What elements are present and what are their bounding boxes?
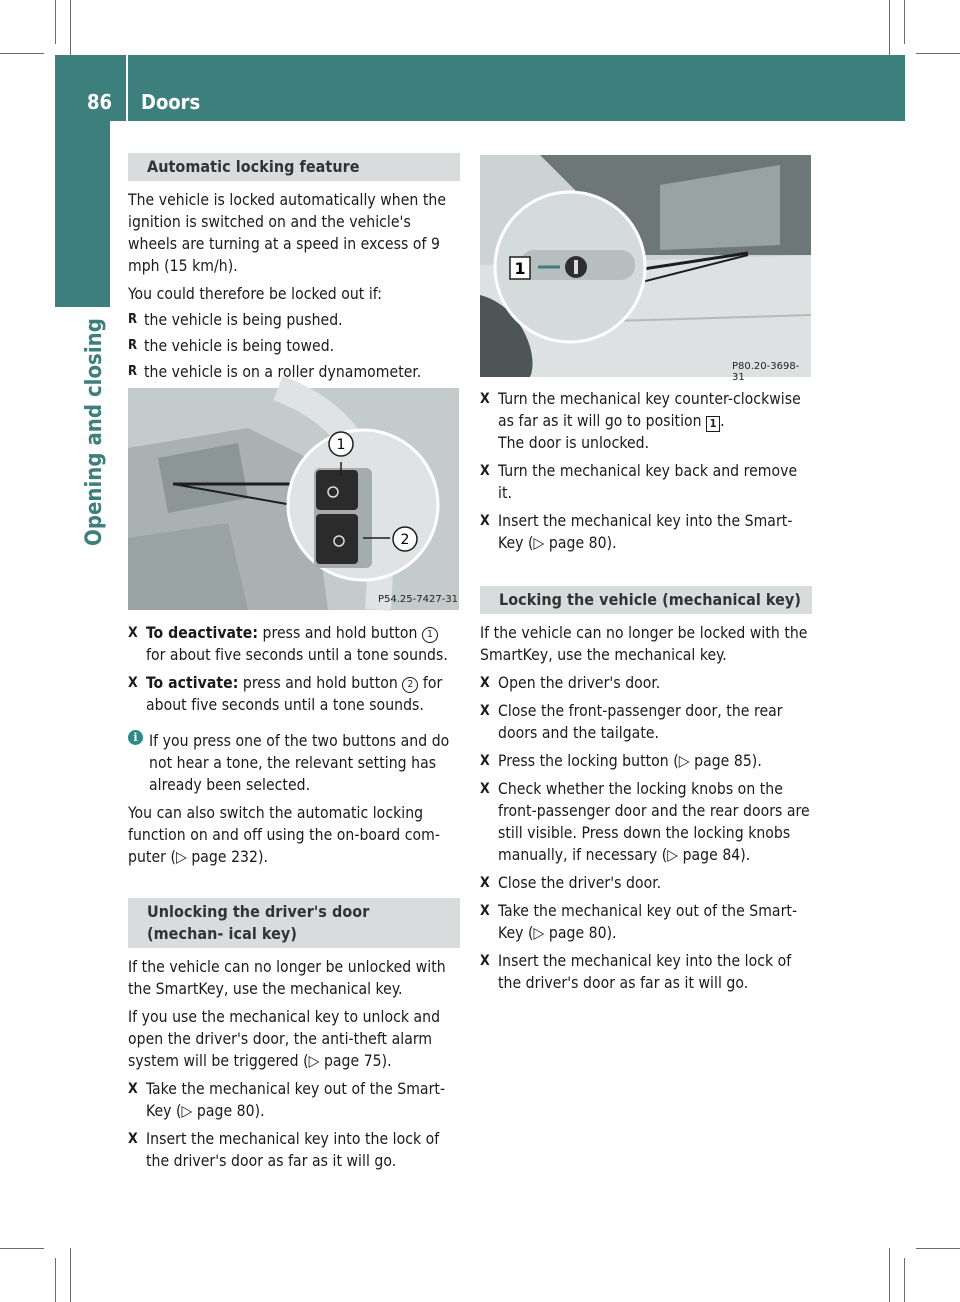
paragraph: The vehicle is locked automatically when the ignition is switched on and the vehicle's wheels are turning at a speed in excess of 9 mph (15 km/h). [128, 191, 447, 275]
section-heading: Unlocking the driver's door (mechan- ical key) [128, 898, 460, 948]
section-heading: Locking the vehicle (mechanical key) [480, 586, 812, 614]
crop-mark [904, 0, 905, 44]
bullet-r: R [128, 312, 138, 327]
step-marker: X [128, 625, 138, 641]
step-marker: X [480, 875, 490, 891]
step-marker: X [128, 1081, 138, 1097]
step-marker: X [128, 675, 138, 691]
right-column [480, 388, 812, 994]
instruction-step: X Press the locking button (▷ page 85). [480, 752, 762, 770]
step-marker: X [480, 781, 490, 797]
crop-mark [0, 53, 44, 54]
instruction-step: X Take the mechanical key out of the Smart- Key (▷ page 80). [128, 1080, 446, 1120]
callout-2: 2 [400, 532, 410, 548]
instruction-step: X Take the mechanical key out of the Smart- Key (▷ page 80). [480, 902, 798, 942]
crop-mark [904, 1258, 905, 1302]
step-marker: X [128, 1131, 138, 1147]
list-item: R the vehicle is on a roller dynamometer. [128, 363, 422, 381]
instruction-step: X Insert the mechanical key into the lock of the driver's door as far as it will go. [128, 1130, 440, 1170]
step-marker: X [480, 675, 490, 691]
instruction-step: X Turn the mechanical key back and remove it. [480, 462, 798, 502]
list-item: R the vehicle is being pushed. [128, 311, 343, 329]
chapter-title: Doors [141, 90, 201, 114]
crop-mark [889, 1248, 890, 1302]
callout-1: 1 [336, 437, 346, 453]
instruction-step: X Insert the mechanical key into the Smart- Key (▷ page 80). [480, 512, 793, 552]
instruction-step: X To deactivate: press and hold button 1 for about five seconds until a tone sounds. [128, 624, 448, 664]
instruction-step: X Close the front-passenger door, the rear doors and the tailgate. [480, 702, 783, 742]
bullet-r: R [128, 364, 138, 379]
car-door-drawing [480, 155, 811, 377]
step-marker: X [480, 953, 490, 969]
instruction-step: X To activate: press and hold button 2 for about five seconds until a tone sounds. [128, 674, 443, 714]
page-number: 86 [87, 90, 113, 114]
image-caption: P80.20-3698-31 [732, 361, 800, 383]
left-column [128, 153, 460, 383]
bullet-r: R [128, 338, 138, 353]
button-ref-1: 1 [422, 627, 438, 643]
info-note: i If you press one of the two buttons and do not hear a tone, the relevant setting has already been selected. [128, 730, 460, 796]
info-icon: i [128, 730, 143, 745]
instruction-step: X Close the driver's door. [480, 874, 662, 892]
crop-mark [889, 0, 890, 55]
header-divider [126, 55, 128, 121]
section-side-label: Opening and closing [82, 318, 107, 546]
car-door-lock-illustration [480, 155, 811, 383]
callout-1: 1 [514, 259, 526, 278]
list-item: R the vehicle is being towed. [128, 337, 335, 355]
instruction-step: X Open the driver's door. [480, 674, 661, 692]
crop-mark [55, 1258, 56, 1302]
crop-mark [55, 0, 56, 44]
step-marker: X [480, 903, 490, 919]
crop-mark [70, 0, 71, 55]
step-marker: X [480, 391, 490, 407]
button-ref-2: 2 [402, 677, 418, 693]
door-panel-drawing [128, 388, 459, 610]
paragraph: If the vehicle can no longer be unlocked with the SmartKey, use the mechanical key. [128, 958, 446, 998]
crop-mark [0, 1248, 44, 1249]
image-caption: P54.25-7427-31 [378, 594, 459, 605]
crop-mark [70, 1248, 71, 1302]
step-marker: X [480, 463, 490, 479]
step-marker: X [480, 513, 490, 529]
paragraph: If the vehicle can no longer be locked with the SmartKey, use the mechanical key. [480, 624, 808, 664]
crop-mark [916, 1248, 960, 1249]
step-marker: X [480, 753, 490, 769]
instruction-step: X Turn the mechanical key counter-clockwise as far as it will go to position 1 . The door is unlocked. [480, 390, 801, 452]
section-heading: Automatic locking feature [128, 153, 460, 181]
instruction-step: X Insert the mechanical key into the lock of the driver's door as far as it will go. [480, 952, 792, 992]
left-column-lower [128, 622, 460, 1172]
step-marker: X [480, 703, 490, 719]
paragraph: You could therefore be locked out if: [128, 285, 383, 303]
side-tab [55, 121, 110, 307]
paragraph: You can also switch the automatic locking function on and off using the on-board com- puter (▷ page 232). [128, 804, 440, 866]
crop-mark [916, 53, 960, 54]
paragraph: If you use the mechanical key to unlock and open the driver's door, the anti-theft alarm system will be triggered (▷ page 75). [128, 1008, 441, 1070]
instruction-step: X Check whether the locking knobs on the front-passenger door and the rear doors are still visible. Press down the locking knobs manually, if necessary (▷ page 84). [480, 780, 810, 864]
position-ref-1: 1 [706, 416, 720, 432]
door-panel-illustration [128, 388, 459, 610]
